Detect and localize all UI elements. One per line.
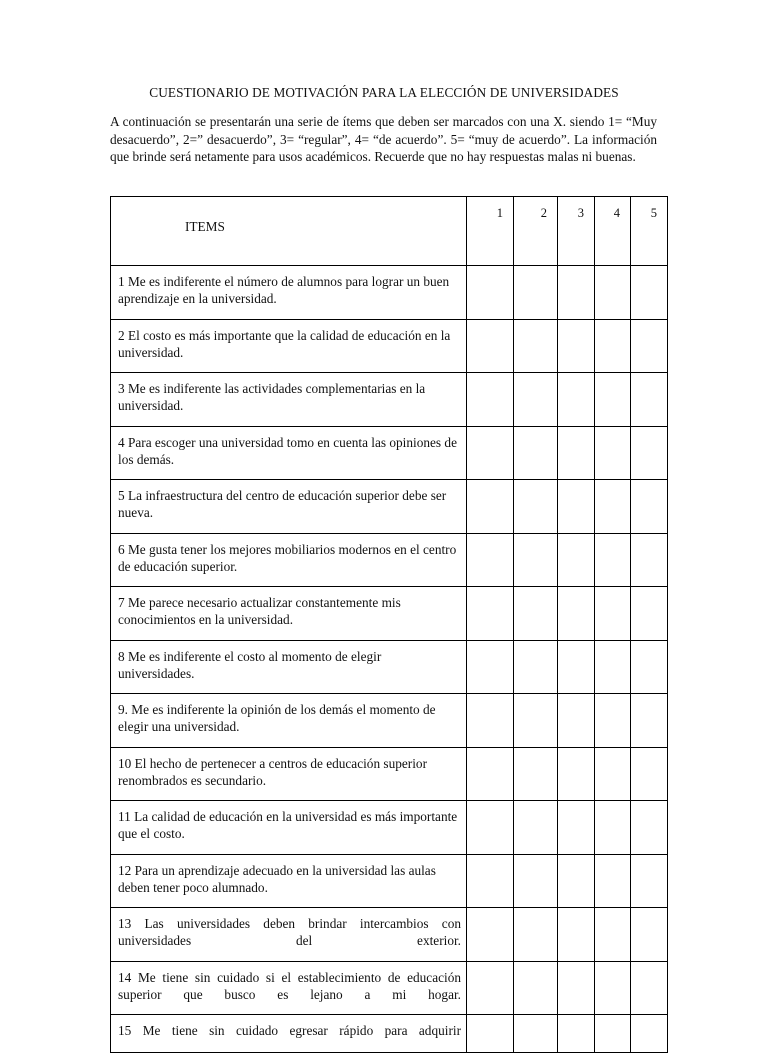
answer-cell-1[interactable]	[467, 480, 514, 534]
answer-cell-2[interactable]	[514, 266, 558, 320]
item-statement: 13 Las universidades deben brindar intercambios con universidades del exterior.	[111, 908, 467, 962]
page-title: CUESTIONARIO DE MOTIVACIÓN PARA LA ELECCIÓN DE UNIVERSIDADES	[149, 85, 619, 100]
answer-cell-4[interactable]	[595, 694, 631, 748]
table-row	[111, 854, 668, 908]
item-statement: 11 La calidad de educación en la universidad es más importante que el costo.	[111, 801, 467, 855]
answer-cell-4[interactable]	[595, 747, 631, 801]
answer-cell-4[interactable]	[595, 533, 631, 587]
answer-cell-2[interactable]	[514, 961, 558, 1015]
table-row	[111, 801, 668, 855]
table-row	[111, 319, 668, 373]
answer-cell-5[interactable]	[631, 801, 668, 855]
answer-cell-5[interactable]	[631, 319, 668, 373]
answer-cell-4[interactable]	[595, 854, 631, 908]
answer-cell-4[interactable]	[595, 640, 631, 694]
answer-cell-2[interactable]	[514, 694, 558, 748]
table-row	[111, 1015, 668, 1053]
answer-cell-2[interactable]	[514, 854, 558, 908]
answer-cell-5[interactable]	[631, 961, 668, 1015]
answer-cell-5[interactable]	[631, 373, 668, 427]
answer-cell-3[interactable]	[558, 640, 595, 694]
answer-cell-1[interactable]	[467, 694, 514, 748]
answer-cell-2[interactable]	[514, 533, 558, 587]
answer-cell-3[interactable]	[558, 801, 595, 855]
answer-cell-3[interactable]	[558, 1015, 595, 1053]
table-row	[111, 373, 668, 427]
item-statement: 4 Para escoger una universidad tomo en cuenta las opiniones de los demás.	[111, 426, 467, 480]
item-statement: 2 El costo es más importante que la calidad de educación en la universidad.	[111, 319, 467, 373]
answer-cell-3[interactable]	[558, 747, 595, 801]
answer-cell-1[interactable]	[467, 801, 514, 855]
table-row	[111, 480, 668, 534]
answer-cell-4[interactable]	[595, 480, 631, 534]
item-statement: 10 El hecho de pertenecer a centros de educación superior renombrados es secundario.	[111, 747, 467, 801]
answer-cell-3[interactable]	[558, 854, 595, 908]
item-statement: 12 Para un aprendizaje adecuado en la universidad las aulas deben tener poco alumnado.	[111, 854, 467, 908]
answer-cell-1[interactable]	[467, 426, 514, 480]
answer-cell-5[interactable]	[631, 908, 668, 962]
item-statement: 14 Me tiene sin cuidado si el establecimiento de educación superior que busco es lejano a mi hogar.	[111, 961, 467, 1015]
answer-cell-4[interactable]	[595, 319, 631, 373]
answer-cell-4[interactable]	[595, 961, 631, 1015]
answer-cell-3[interactable]	[558, 266, 595, 320]
item-statement: 6 Me gusta tener los mejores mobiliarios modernos en el centro de educación superior.	[111, 533, 467, 587]
item-statement: 7 Me parece necesario actualizar constantemente mis conocimientos en la universidad.	[111, 587, 467, 641]
answer-cell-5[interactable]	[631, 266, 668, 320]
answer-cell-5[interactable]	[631, 426, 668, 480]
answer-cell-5[interactable]	[631, 1015, 668, 1053]
answer-cell-5[interactable]	[631, 480, 668, 534]
table-row	[111, 961, 668, 1015]
answer-cell-3[interactable]	[558, 694, 595, 748]
answer-cell-5[interactable]	[631, 854, 668, 908]
answer-cell-2[interactable]	[514, 1015, 558, 1053]
answer-cell-5[interactable]	[631, 694, 668, 748]
answer-cell-1[interactable]	[467, 1015, 514, 1053]
answer-cell-2[interactable]	[514, 908, 558, 962]
answer-cell-1[interactable]	[467, 747, 514, 801]
answer-cell-2[interactable]	[514, 319, 558, 373]
table-row	[111, 266, 668, 320]
answer-cell-4[interactable]	[595, 587, 631, 641]
table-row	[111, 908, 668, 962]
item-statement: 1 Me es indiferente el número de alumnos para lograr un buen aprendizaje en la universidad.	[111, 266, 467, 320]
answer-cell-3[interactable]	[558, 426, 595, 480]
answer-cell-2[interactable]	[514, 801, 558, 855]
answer-cell-4[interactable]	[595, 426, 631, 480]
answer-cell-2[interactable]	[514, 480, 558, 534]
intro-paragraph: A continuación se presentarán una serie de ítems que deben ser marcados con una X. siendo 1= “Muy desacuerdo”, 2=” desacuerdo”, 3= “regular”, 4= “de acuerdo”. 5= “muy de acuerdo”. La información que brinde será netamente para usos académicos. Recuerde que no hay respuestas malas ni buenas.	[110, 114, 657, 165]
answer-cell-5[interactable]	[631, 640, 668, 694]
scale-header-3: 3	[558, 197, 595, 266]
answer-cell-2[interactable]	[514, 747, 558, 801]
table-row	[111, 533, 668, 587]
answer-cell-4[interactable]	[595, 801, 631, 855]
table-row	[111, 426, 668, 480]
answer-cell-1[interactable]	[467, 908, 514, 962]
answer-cell-2[interactable]	[514, 640, 558, 694]
table-row	[111, 640, 668, 694]
scale-header-1: 1	[467, 197, 514, 266]
answer-cell-4[interactable]	[595, 908, 631, 962]
answer-cell-3[interactable]	[558, 373, 595, 427]
answer-cell-5[interactable]	[631, 747, 668, 801]
answer-cell-5[interactable]	[631, 587, 668, 641]
answer-cell-4[interactable]	[595, 266, 631, 320]
scale-header-5: 5	[631, 197, 668, 266]
table-header-row	[111, 197, 668, 266]
table-row	[111, 747, 668, 801]
item-statement: 8 Me es indiferente el costo al momento de elegir universidades.	[111, 640, 467, 694]
answer-cell-3[interactable]	[558, 587, 595, 641]
answer-cell-1[interactable]	[467, 640, 514, 694]
item-statement: 5 La infraestructura del centro de educación superior debe ser nueva.	[111, 480, 467, 534]
answer-cell-3[interactable]	[558, 961, 595, 1015]
answer-cell-3[interactable]	[558, 908, 595, 962]
questionnaire-table	[110, 196, 668, 1053]
answer-cell-1[interactable]	[467, 961, 514, 1015]
answer-cell-1[interactable]	[467, 587, 514, 641]
answer-cell-5[interactable]	[631, 533, 668, 587]
answer-cell-1[interactable]	[467, 266, 514, 320]
answer-cell-1[interactable]	[467, 319, 514, 373]
answer-cell-2[interactable]	[514, 373, 558, 427]
table-row	[111, 587, 668, 641]
scale-header-4: 4	[595, 197, 631, 266]
answer-cell-4[interactable]	[595, 1015, 631, 1053]
table-row	[111, 694, 668, 748]
answer-cell-2[interactable]	[514, 426, 558, 480]
item-statement: 15 Me tiene sin cuidado egresar rápido para adquirir	[111, 1015, 467, 1053]
answer-cell-3[interactable]	[558, 319, 595, 373]
answer-cell-2[interactable]	[514, 587, 558, 641]
answer-cell-3[interactable]	[558, 533, 595, 587]
item-statement: 9. Me es indiferente la opinión de los demás el momento de elegir una universidad.	[111, 694, 467, 748]
answer-cell-3[interactable]	[558, 480, 595, 534]
answer-cell-1[interactable]	[467, 533, 514, 587]
scale-header-2: 2	[514, 197, 558, 266]
items-column-header: ITEMS	[111, 197, 467, 266]
answer-cell-4[interactable]	[595, 373, 631, 427]
answer-cell-1[interactable]	[467, 373, 514, 427]
item-statement: 3 Me es indiferente las actividades complementarias en la universidad.	[111, 373, 467, 427]
answer-cell-1[interactable]	[467, 854, 514, 908]
